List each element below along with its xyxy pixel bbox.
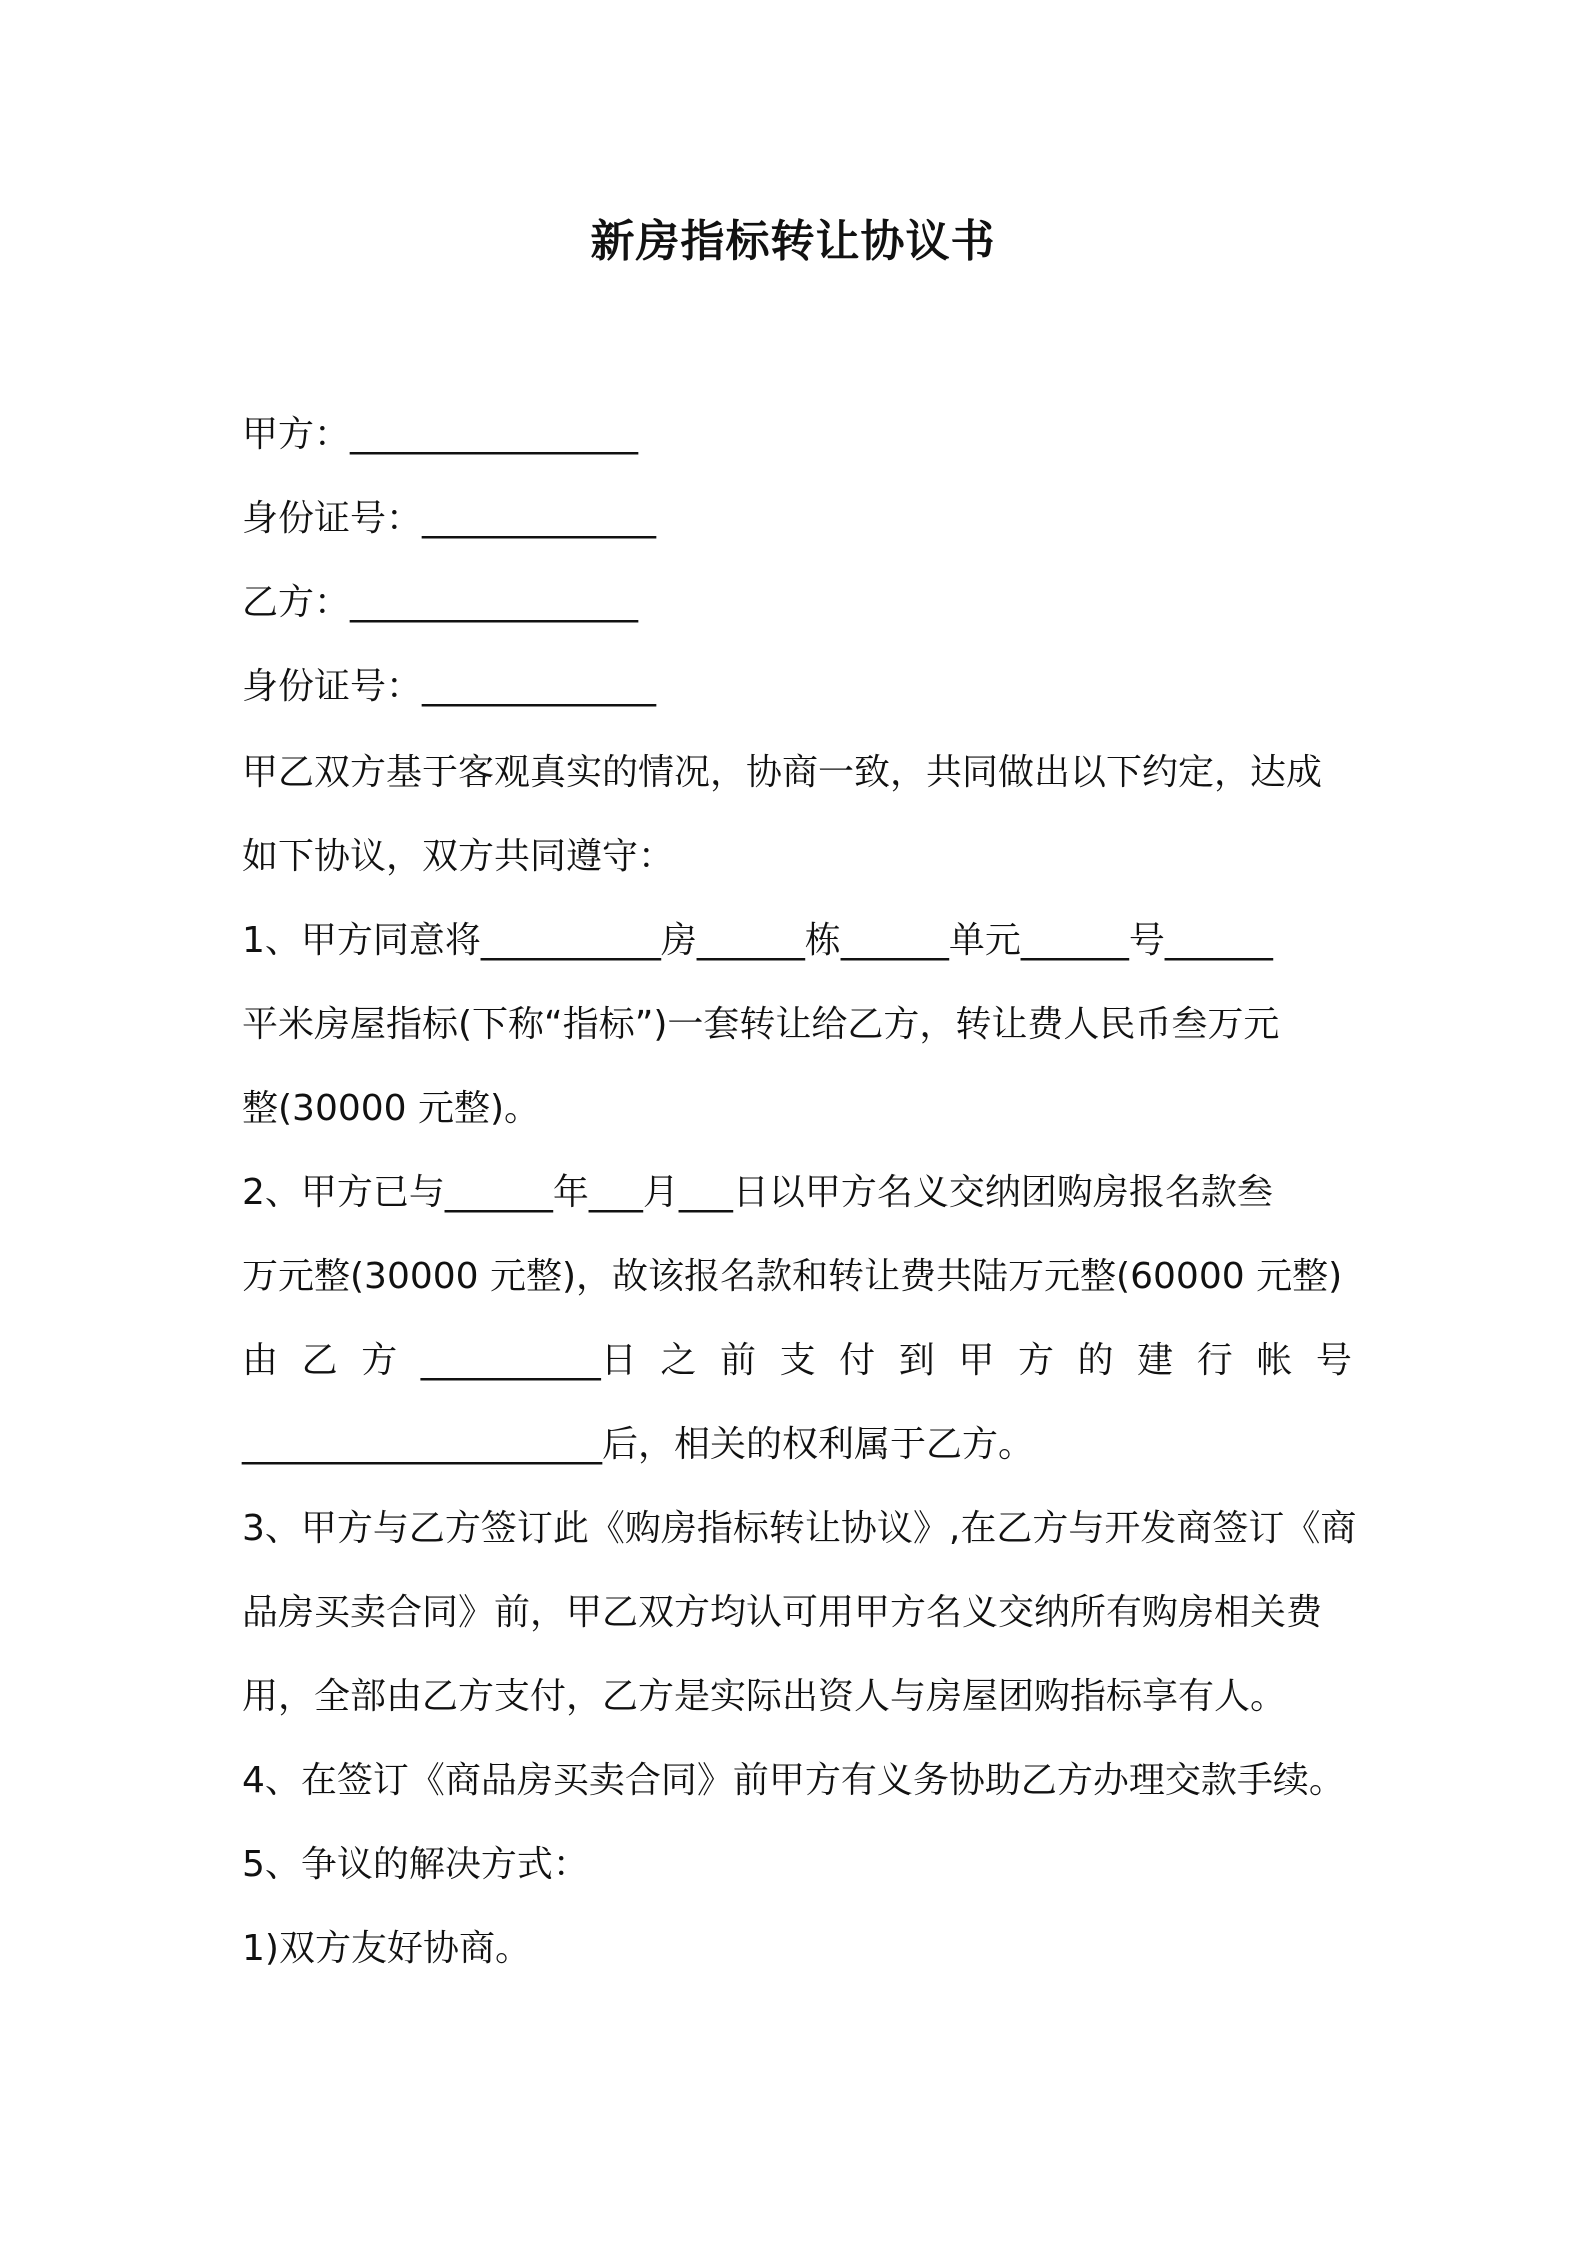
clause-4-line-1: 4、在签订《商品房买卖合同》前甲方有义务协助乙方办理交款手续。 — [242, 1760, 1345, 1801]
clause-2-char: 由 — [242, 1340, 279, 1381]
party-a-id-field: 身份证号：_____________ — [242, 498, 657, 539]
clause-2-char: 甲 — [958, 1340, 995, 1381]
clause-2-char: 行 — [1196, 1340, 1233, 1381]
clause-1-line-2: 平米房屋指标(下称“指标”)一套转让给乙方，转让费人民币叁万元 — [242, 1004, 1280, 1045]
clause-3-line-3: 用，全部由乙方支付，乙方是实际出资人与房屋团购指标享有人。 — [242, 1676, 1287, 1717]
clause-5-line-2: 1)双方友好协商。 — [242, 1928, 531, 1969]
clause-2-line-2: 万元整(30000 元整)，故该报名款和转让费共陆万元整(60000 元整) — [242, 1256, 1343, 1297]
intro-line-2: 如下协议，双方共同遵守： — [242, 836, 675, 877]
clause-1-line-1: 1、甲方同意将__________房______栋______单元______号______ — [242, 920, 1273, 961]
clause-2-line-3 — [242, 1336, 1352, 1386]
clause-1-line-3: 整(30000 元整)。 — [242, 1088, 541, 1129]
document-title: 新房指标转让协议书 — [590, 216, 996, 267]
party-b-id-field: 身份证号：_____________ — [242, 666, 657, 707]
clause-2-char: __________日 — [420, 1340, 637, 1381]
clause-2-char: 付 — [839, 1340, 876, 1381]
clause-2-char: 之 — [660, 1340, 697, 1381]
clause-2-char: 乙 — [301, 1340, 338, 1381]
clause-2-char: 方 — [361, 1340, 398, 1381]
clause-2-char: 前 — [719, 1340, 756, 1381]
clause-2-char: 到 — [898, 1340, 935, 1381]
intro-line-1: 甲乙双方基于客观真实的情况，协商一致，共同做出以下约定，达成 — [242, 752, 1323, 793]
clause-2-line-1: 2、甲方已与______年___月___日以甲方名义交纳团购房报名款叁 — [242, 1172, 1273, 1213]
clause-2-char: 方 — [1017, 1340, 1054, 1381]
clause-2-line-4: ____________________后，相关的权利属于乙方。 — [242, 1424, 1035, 1465]
party-b-field: 乙方：________________ — [242, 582, 639, 623]
clause-2-char: 号 — [1315, 1340, 1352, 1381]
clause-2-char: 建 — [1137, 1340, 1174, 1381]
clause-2-char: 帐 — [1256, 1340, 1293, 1381]
party-a-field: 甲方：________________ — [242, 414, 639, 455]
clause-3-line-2: 品房买卖合同》前，甲乙双方均认可用甲方名义交纳所有购房相关费 — [242, 1592, 1323, 1633]
clause-2-char: 支 — [779, 1340, 816, 1381]
clause-2-char: 的 — [1077, 1340, 1114, 1381]
clause-5-line-1: 5、争议的解决方式： — [242, 1844, 589, 1885]
clause-3-line-1: 3、甲方与乙方签订此《购房指标转让协议》,在乙方与开发商签订《商 — [242, 1508, 1357, 1549]
